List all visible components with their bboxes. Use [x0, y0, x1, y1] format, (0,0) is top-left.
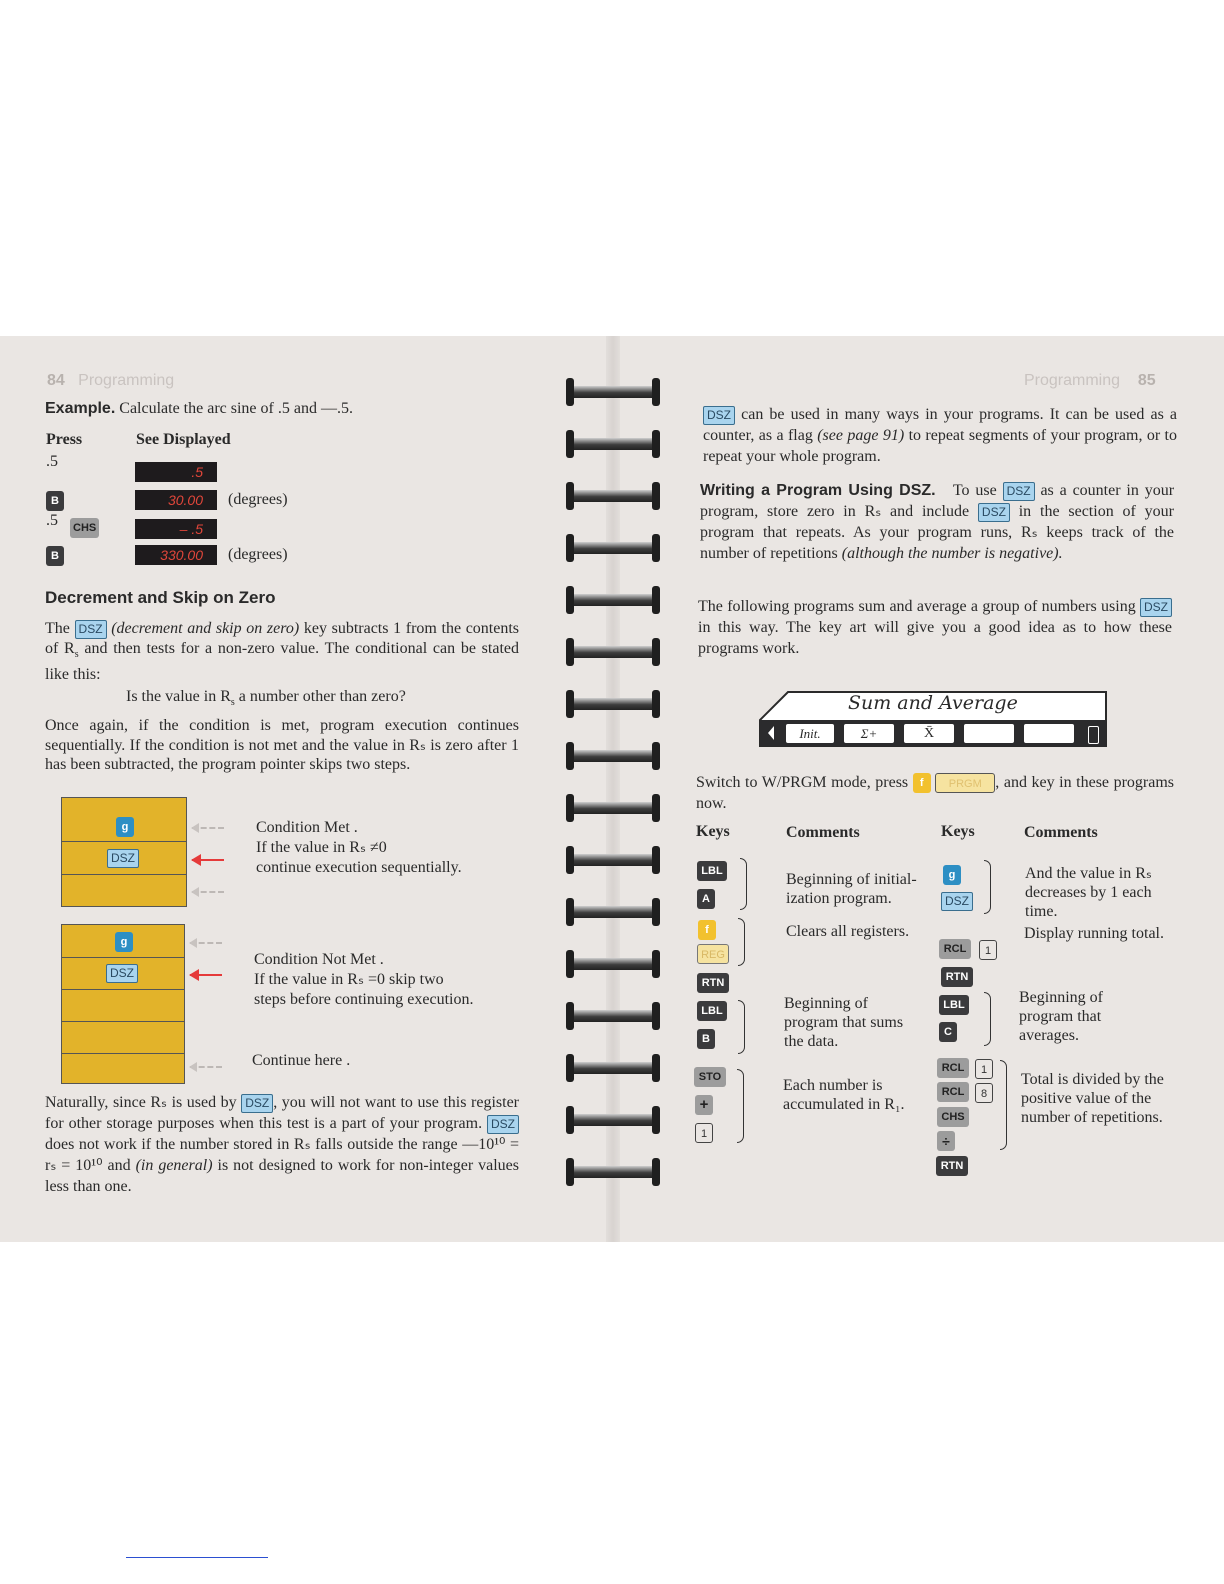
comment-clear: Clears all registers. — [786, 923, 910, 940]
key-chs: CHS — [937, 1107, 969, 1127]
key-a: A — [697, 889, 715, 909]
comment-decrease: And the value in Rₛ decreases by 1 each time. — [1025, 865, 1152, 920]
dashed-arrow — [190, 1066, 222, 1068]
key-rcl: RCL — [939, 939, 971, 959]
key-dsz: DSZ — [1003, 482, 1035, 501]
key-dsz: DSZ — [487, 1115, 519, 1134]
example-text: Calculate the arc sine of .5 and —.5. — [119, 400, 353, 417]
comment-display-total: Display running total. — [1024, 925, 1164, 942]
red-arrow — [190, 974, 222, 976]
key-rcl: RCL — [937, 1082, 969, 1102]
brace — [1000, 1060, 1007, 1150]
key-plus: + — [695, 1095, 713, 1115]
key-rcl: RCL — [937, 1058, 969, 1078]
brace — [737, 1069, 744, 1143]
running-title: Programming — [78, 372, 175, 389]
running-title: Programming — [1024, 372, 1121, 389]
column-keys-header: Keys — [696, 823, 730, 840]
dashed-arrow — [192, 891, 224, 893]
comment-init: Beginning of initial-ization program. — [786, 871, 917, 907]
brace — [984, 860, 991, 914]
page-number: 84 — [47, 372, 65, 389]
condition-met-caption: Condition Met . If the value in Rₛ ≠0 continue execution sequentially. — [256, 819, 462, 876]
key-reg: REG — [697, 944, 729, 964]
key-f: f — [698, 920, 716, 940]
paragraph-writing-program: Writing a Program Using DSZ. To use DSZ as a counter in your program, store zero in Rₛ and include DSZ in the section of your program that repeats. As your program runs, Rₛ keeps track of the number of repetitions (although the number is negative). — [700, 482, 1175, 562]
example-line — [45, 400, 353, 418]
key-rtn: RTN — [941, 967, 973, 987]
condition-not-met-caption: Condition Not Met . If the value in Rₛ =0 skip two steps before continuing execution. — [254, 951, 474, 1008]
column-keys-header: Keys — [941, 823, 975, 840]
question-line: Is the value in $R_s$ a number other than zero? — [126, 688, 406, 709]
key-b: B — [697, 1029, 715, 1049]
comment-sum-program: Beginning of program that sums the data. — [784, 995, 904, 1050]
program-memory-diagram-met — [61, 807, 187, 907]
key-dsz: DSZ — [703, 406, 735, 425]
brace — [738, 1000, 745, 1054]
calculator-display: 30.00 — [135, 490, 217, 510]
key-g: g — [115, 932, 133, 952]
key-sto: STO — [694, 1067, 726, 1087]
card-key-blank — [964, 724, 1014, 743]
paragraph-switch-mode: Switch to W/PRGM mode, press f PRGM , and key in these programs now. — [696, 774, 1175, 813]
key-f: f — [913, 773, 931, 793]
key-divide: ÷ — [937, 1131, 955, 1151]
calculator-display: 330.00 — [135, 545, 217, 565]
magnetic-card — [758, 690, 1110, 748]
calculator-display: .5 — [135, 462, 217, 482]
brace — [738, 918, 745, 966]
comment-divide: Total is divided by the positive value of the number of repetitions. — [1021, 1071, 1164, 1126]
key-b: B — [46, 491, 64, 511]
card-title: Sum and Average — [848, 692, 1018, 714]
book-spread — [0, 336, 1224, 1242]
footnote-rule — [126, 1557, 268, 1558]
key-1: 1 — [975, 1059, 993, 1079]
dashed-arrow — [192, 827, 224, 829]
key-8: 8 — [975, 1083, 993, 1103]
calculator-display: – .5 — [135, 519, 217, 539]
column-comments-header: Comments — [786, 824, 860, 841]
key-g: g — [116, 817, 134, 837]
paragraph-dsz-intro: The DSZ (decrement and skip on zero) key subtracts 1 from the contents of $R_s$ and then tests for a non-zero value. The conditional can be stated like this: — [45, 620, 520, 684]
paragraph-following-programs: The following programs sum and average a group of numbers using DSZ in this way. The key art will give you a good idea as to how these programs work. — [698, 598, 1172, 657]
column-comments-header: Comments — [1024, 824, 1098, 841]
paragraph-condition: Once again, if the condition is met, program execution continues sequentially. If the condition is not met and the value in Rₛ is zero after 1 has been subtracted, the program pointer skips two steps. — [45, 717, 519, 773]
paragraph-dsz-uses: DSZ can be used in many ways in your programs. It can be used as a counter, as a flag (see page 91) to repeat segments of your program, or to repeat your whole program. — [703, 406, 1178, 465]
red-arrow — [192, 859, 224, 861]
brace — [740, 858, 747, 910]
key-1: 1 — [695, 1123, 713, 1143]
program-memory-diagram-not-met — [61, 924, 185, 1084]
card-key-blank — [1024, 724, 1074, 743]
key-lbl: LBL — [697, 861, 727, 881]
column-press-header: Press — [46, 431, 83, 448]
section-title: Decrement and Skip on Zero — [45, 588, 276, 607]
brace — [984, 992, 991, 1046]
key-rtn: RTN — [697, 973, 729, 993]
diagram-tab — [61, 797, 187, 809]
key-prgm: PRGM — [935, 773, 995, 793]
key-dsz: DSZ — [241, 1094, 273, 1113]
dashed-arrow — [190, 942, 222, 944]
key-dsz: DSZ — [106, 964, 138, 983]
comment-accumulate: Each number is accumulated in R₁. — [783, 1077, 905, 1113]
paragraph-naturally: Naturally, since Rₛ is used by DSZ , you will not want to use this register for other storage purposes when this test is a part of your program. DSZ does not work if the number stored in Rₛ falls outside the range —10¹⁰ = rₛ = 10¹⁰ and (in general) is not designed to work for non-integer values less than one. — [45, 1094, 520, 1195]
card-end-mark-icon — [1088, 726, 1099, 744]
display-note: (degrees) — [228, 546, 288, 563]
key-dsz: DSZ — [75, 620, 107, 639]
key-c: C — [939, 1022, 957, 1042]
key-b: B — [46, 546, 64, 566]
example-label: Example. — [45, 400, 116, 417]
key-chs: CHS — [70, 518, 99, 538]
key-dsz: DSZ — [978, 503, 1010, 522]
press-value: .5 — [46, 453, 58, 470]
card-key-sum: Σ+ — [844, 724, 894, 743]
key-lbl: LBL — [697, 1001, 727, 1021]
right-page-header — [1024, 372, 1156, 390]
press-value: .5 — [46, 512, 58, 529]
comment-average-program: Beginning of program that averages. — [1019, 989, 1103, 1044]
key-rtn: RTN — [936, 1156, 968, 1176]
continue-here-label: Continue here . — [252, 1052, 351, 1069]
page-number: 85 — [1137, 372, 1156, 389]
key-dsz: DSZ — [107, 849, 139, 868]
key-dsz: DSZ — [1140, 598, 1172, 617]
card-key-mean: X̄ — [904, 724, 954, 743]
left-page-header — [47, 372, 174, 390]
card-key-init: Init. — [786, 724, 834, 743]
display-note: (degrees) — [228, 491, 288, 508]
key-lbl: LBL — [939, 995, 969, 1015]
column-display-header: See Displayed — [136, 431, 231, 448]
key-dsz: DSZ — [941, 892, 973, 911]
key-g: g — [943, 865, 961, 885]
key-1: 1 — [979, 940, 997, 960]
